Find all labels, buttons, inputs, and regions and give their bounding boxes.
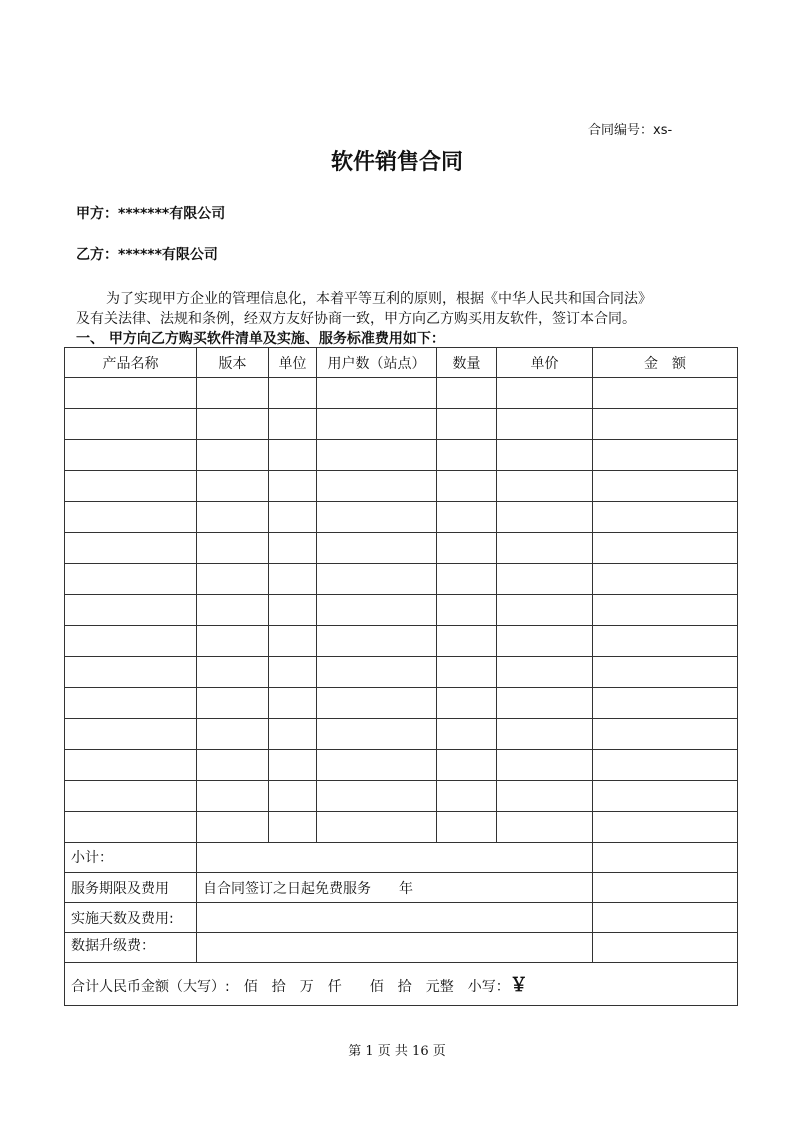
- table-cell[interactable]: [317, 719, 437, 750]
- header-version: 版本: [197, 348, 269, 378]
- table-cell[interactable]: [197, 533, 269, 564]
- table-cell[interactable]: [65, 378, 197, 409]
- table-cell[interactable]: [65, 657, 197, 688]
- table-cell[interactable]: [269, 812, 317, 843]
- data-upgrade-cell[interactable]: [197, 933, 593, 963]
- table-cell[interactable]: [497, 719, 593, 750]
- table-row: [65, 688, 738, 719]
- table-cell[interactable]: [269, 750, 317, 781]
- table-cell[interactable]: [437, 750, 497, 781]
- table-row: [65, 595, 738, 626]
- table-cell[interactable]: [437, 595, 497, 626]
- table-cell[interactable]: [317, 471, 437, 502]
- party-a: 甲方：*******有限公司: [76, 206, 226, 222]
- table-cell[interactable]: [437, 657, 497, 688]
- data-upgrade-label: 数据升级费：: [65, 933, 197, 963]
- table-cell[interactable]: [65, 688, 197, 719]
- contract-number: 合同编号：xs-: [588, 123, 673, 138]
- table-cell[interactable]: [65, 502, 197, 533]
- table-cell[interactable]: [269, 564, 317, 595]
- table-cell[interactable]: [197, 502, 269, 533]
- header-quantity: 数量: [437, 348, 497, 378]
- table-row: [65, 812, 738, 843]
- table-cell[interactable]: [197, 719, 269, 750]
- table-cell[interactable]: [317, 688, 437, 719]
- table-cell[interactable]: [269, 781, 317, 812]
- table-row: [65, 440, 738, 471]
- table-row: [65, 409, 738, 440]
- data-upgrade-amount[interactable]: [593, 933, 738, 963]
- header-product-name: 产品名称: [65, 348, 197, 378]
- table-cell[interactable]: [497, 781, 593, 812]
- service-label: 服务期限及费用: [65, 873, 197, 903]
- table-row: [65, 471, 738, 502]
- table-cell[interactable]: [197, 471, 269, 502]
- implementation-label: 实施天数及费用:: [65, 903, 197, 933]
- service-amount[interactable]: [593, 873, 738, 903]
- data-upgrade-row: [65, 933, 738, 963]
- table-cell[interactable]: [197, 440, 269, 471]
- table-cell[interactable]: [437, 409, 497, 440]
- table-cell[interactable]: [497, 657, 593, 688]
- table-cell[interactable]: [437, 781, 497, 812]
- table-cell[interactable]: [317, 657, 437, 688]
- table-cell[interactable]: [65, 626, 197, 657]
- table-row: [65, 719, 738, 750]
- table-cell[interactable]: [269, 595, 317, 626]
- table-header-row: [65, 348, 738, 378]
- table-cell[interactable]: [437, 626, 497, 657]
- table-cell[interactable]: [269, 502, 317, 533]
- table-cell[interactable]: [497, 378, 593, 409]
- table-cell[interactable]: [593, 781, 738, 812]
- table-cell[interactable]: [497, 626, 593, 657]
- table-cell[interactable]: [317, 440, 437, 471]
- subtotal-label: 小计：: [65, 843, 197, 873]
- table-cell[interactable]: [437, 812, 497, 843]
- table-cell[interactable]: [317, 750, 437, 781]
- table-row: [65, 564, 738, 595]
- table-cell[interactable]: [269, 626, 317, 657]
- table-row: [65, 750, 738, 781]
- table-cell[interactable]: [197, 564, 269, 595]
- table-cell[interactable]: [269, 533, 317, 564]
- table-cell[interactable]: [437, 440, 497, 471]
- table-cell[interactable]: [317, 502, 437, 533]
- page-title: 软件销售合同: [330, 150, 463, 175]
- subtotal-amount[interactable]: [593, 843, 738, 873]
- section-heading: 一、 甲方向乙方购买软件清单及实施、服务标准费用如下：: [76, 331, 445, 347]
- table-cell[interactable]: [317, 378, 437, 409]
- table-cell[interactable]: [593, 688, 738, 719]
- table-cell[interactable]: [65, 533, 197, 564]
- table-row: [65, 502, 738, 533]
- table-cell[interactable]: [197, 378, 269, 409]
- service-row: [65, 873, 738, 903]
- service-text[interactable]: 自合同签订之日起免费服务 年: [197, 873, 593, 903]
- table-cell[interactable]: [497, 502, 593, 533]
- table-cell[interactable]: [65, 564, 197, 595]
- table-cell[interactable]: [317, 533, 437, 564]
- table-cell[interactable]: [593, 657, 738, 688]
- product-table: [64, 347, 738, 1006]
- table-cell[interactable]: [197, 409, 269, 440]
- table-cell[interactable]: [197, 750, 269, 781]
- table-cell[interactable]: [497, 533, 593, 564]
- table-cell[interactable]: [317, 812, 437, 843]
- table-cell[interactable]: [437, 378, 497, 409]
- table-cell[interactable]: [593, 626, 738, 657]
- table-cell[interactable]: [497, 564, 593, 595]
- table-row: [65, 378, 738, 409]
- table-cell[interactable]: [497, 750, 593, 781]
- table-cell[interactable]: [437, 688, 497, 719]
- header-users: 用户数（站点）: [317, 348, 437, 378]
- table-cell[interactable]: [65, 781, 197, 812]
- paragraph-line-2: 及有关法律、法规和条例，经双方友好协商一致，甲方向乙方购买用友软件，签订本合同。: [76, 311, 636, 327]
- total-cell[interactable]: [65, 963, 738, 1006]
- table-cell[interactable]: [65, 812, 197, 843]
- table-cell[interactable]: [593, 564, 738, 595]
- table-cell[interactable]: [65, 440, 197, 471]
- header-unit: 单位: [269, 348, 317, 378]
- table-cell[interactable]: [269, 471, 317, 502]
- table-cell[interactable]: [593, 595, 738, 626]
- table-cell[interactable]: [197, 626, 269, 657]
- table-cell[interactable]: [269, 688, 317, 719]
- party-b: 乙方：******有限公司: [76, 247, 218, 263]
- subtotal-row: [65, 843, 738, 873]
- header-amount: 金 额: [593, 348, 738, 378]
- table-cell[interactable]: [197, 688, 269, 719]
- table-cell[interactable]: [437, 502, 497, 533]
- implementation-cell[interactable]: [197, 903, 593, 933]
- table-cell[interactable]: [497, 595, 593, 626]
- table-cell[interactable]: [497, 812, 593, 843]
- page-footer: 第 1 页 共 16 页: [348, 1044, 446, 1059]
- table-cell[interactable]: [497, 440, 593, 471]
- table-cell[interactable]: [197, 657, 269, 688]
- paragraph-line-1: 为了实现甲方企业的管理信息化，本着平等互利的原则，根据《中华人民共和国合同法》: [106, 291, 652, 307]
- table-cell[interactable]: [593, 750, 738, 781]
- table-cell[interactable]: [317, 409, 437, 440]
- table-cell[interactable]: [593, 812, 738, 843]
- table-cell[interactable]: [65, 595, 197, 626]
- table-cell[interactable]: [497, 409, 593, 440]
- table-cell[interactable]: [197, 595, 269, 626]
- table-cell[interactable]: [593, 502, 738, 533]
- yuan-symbol: ￥: [509, 975, 528, 996]
- table-cell[interactable]: [497, 471, 593, 502]
- table-cell[interactable]: [593, 409, 738, 440]
- total-row: [65, 963, 738, 1006]
- table-row: [65, 657, 738, 688]
- table-cell[interactable]: [317, 595, 437, 626]
- table-cell[interactable]: [317, 781, 437, 812]
- table-cell[interactable]: [437, 564, 497, 595]
- total-label: 合计人民币金额（大写）: 佰 拾 万 仟 佰 拾 元整 小写：: [71, 979, 510, 995]
- table-cell[interactable]: [197, 781, 269, 812]
- table-cell[interactable]: [317, 564, 437, 595]
- table-cell[interactable]: [269, 378, 317, 409]
- table-row: [65, 533, 738, 564]
- table-cell[interactable]: [593, 719, 738, 750]
- table-cell[interactable]: [593, 378, 738, 409]
- table-cell[interactable]: [65, 409, 197, 440]
- table-cell[interactable]: [437, 471, 497, 502]
- table-cell[interactable]: [497, 688, 593, 719]
- table-row: [65, 781, 738, 812]
- table-cell[interactable]: [593, 440, 738, 471]
- table-cell[interactable]: [65, 719, 197, 750]
- table-row: [65, 626, 738, 657]
- table-cell[interactable]: [269, 719, 317, 750]
- table-cell[interactable]: [317, 626, 437, 657]
- table-cell[interactable]: [269, 440, 317, 471]
- table-cell[interactable]: [437, 533, 497, 564]
- table-cell[interactable]: [593, 471, 738, 502]
- table-cell[interactable]: [593, 533, 738, 564]
- table-cell[interactable]: [197, 812, 269, 843]
- implementation-row: [65, 903, 738, 933]
- subtotal-cell[interactable]: [197, 843, 593, 873]
- implementation-amount[interactable]: [593, 903, 738, 933]
- table-cell[interactable]: [269, 409, 317, 440]
- table-cell[interactable]: [437, 719, 497, 750]
- header-unit-price: 单价: [497, 348, 593, 378]
- table-cell[interactable]: [269, 657, 317, 688]
- table-cell[interactable]: [65, 750, 197, 781]
- table-cell[interactable]: [65, 471, 197, 502]
